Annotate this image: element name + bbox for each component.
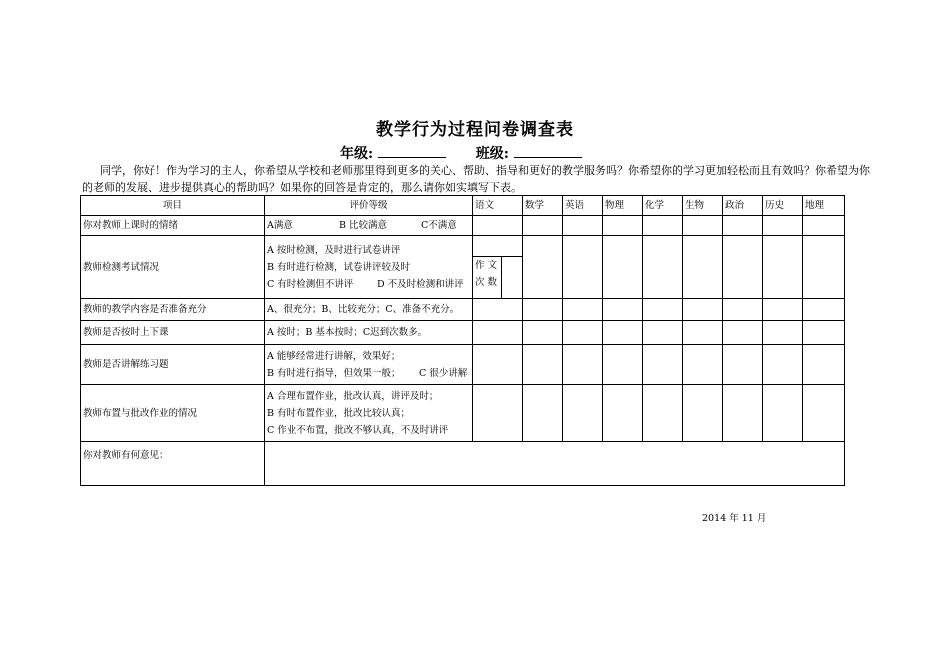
answer-cell[interactable] — [643, 236, 683, 299]
answer-cell[interactable] — [523, 321, 563, 345]
survey-table — [80, 195, 845, 486]
answer-cell[interactable] — [643, 321, 683, 345]
answer-cell[interactable] — [473, 321, 523, 345]
answer-cell[interactable] — [563, 385, 603, 442]
answer-cell[interactable] — [563, 236, 603, 299]
page-title: 教学行为过程问卷调查表 — [376, 120, 574, 140]
answer-cell[interactable] — [563, 299, 603, 321]
opinion-input[interactable] — [265, 442, 845, 486]
answer-cell[interactable] — [763, 216, 803, 236]
answer-cell[interactable] — [563, 345, 603, 385]
option: C 很少讲解 — [419, 367, 468, 379]
answer-cell[interactable] — [523, 236, 563, 299]
row-item: 教师布置与批改作业的情况 — [81, 385, 265, 442]
answer-cell[interactable] — [683, 236, 723, 299]
answer-cell[interactable] — [683, 385, 723, 442]
option: D 不及时检测和讲评 — [377, 278, 464, 290]
answer-cell[interactable] — [643, 345, 683, 385]
answer-cell[interactable] — [803, 299, 845, 321]
answer-cell[interactable] — [643, 216, 683, 236]
answer-cell[interactable] — [723, 299, 763, 321]
option: B 比较满意 — [339, 220, 388, 231]
header-item: 项目 — [81, 196, 265, 216]
answer-cell[interactable] — [473, 216, 523, 236]
class-blank — [514, 144, 582, 158]
answer-cell[interactable] — [803, 345, 845, 385]
header-row — [81, 196, 845, 216]
answer-cell[interactable] — [473, 385, 523, 442]
table-row — [81, 345, 845, 385]
answer-cell[interactable] — [603, 236, 643, 299]
answer-cell[interactable] — [523, 299, 563, 321]
option: A 能够经常进行讲解，效果好； — [267, 350, 401, 362]
table-row — [81, 321, 845, 345]
answer-cell[interactable] — [683, 321, 723, 345]
composition-cell — [473, 236, 523, 299]
composition-label: 作 文 — [475, 260, 498, 271]
header-subject: 物理 — [603, 196, 643, 216]
option: A满意 — [267, 220, 293, 231]
answer-cell[interactable] — [603, 385, 643, 442]
option: C不满意 — [421, 220, 457, 231]
option-line — [267, 365, 470, 382]
answer-cell[interactable] — [803, 236, 845, 299]
row-item: 你对教师上课时的情绪 — [81, 216, 265, 236]
row-options: A、很充分；B、比较充分；C、准备不充分。 — [265, 299, 473, 321]
table-row — [81, 236, 845, 299]
answer-cell[interactable] — [563, 321, 603, 345]
answer-cell[interactable] — [473, 345, 523, 385]
header-subject: 语文 — [473, 196, 523, 216]
grade-class-line — [340, 143, 582, 163]
row-options — [265, 236, 473, 299]
answer-cell[interactable] — [763, 299, 803, 321]
intro-text: 同学，你好！作为学习的主人，你希望从学校和老师那里得到更多的关心、帮助、指导和更好的教学服务吗？你希望你的学习更加轻松而且有效吗？你希望为你的老师的发展、进步提供真心的帮助吗？如果你的回答是肯定的，那么请你如实填写下表。 — [82, 164, 870, 194]
answer-cell[interactable] — [803, 321, 845, 345]
header-subject: 数学 — [523, 196, 563, 216]
header-rating: 评价等级 — [265, 196, 473, 216]
answer-cell[interactable] — [763, 236, 803, 299]
answer-cell[interactable] — [523, 385, 563, 442]
row-item: 教师检测考试情况 — [81, 236, 265, 299]
answer-cell[interactable] — [523, 345, 563, 385]
row-options: A 按时；B 基本按时；C迟到次数多。 — [265, 321, 473, 345]
class-label: 班级: — [475, 146, 509, 162]
answer-cell[interactable] — [723, 321, 763, 345]
row-options — [265, 216, 473, 236]
option: A 按时检测，及时进行试卷讲评 — [267, 244, 401, 256]
answer-cell[interactable] — [763, 385, 803, 442]
opinion-label: 你对教师有何意见： — [81, 442, 265, 486]
option: B 有时布置作业，批改比较认真； — [267, 407, 411, 419]
answer-cell[interactable] — [473, 299, 523, 321]
row-options — [265, 385, 473, 442]
answer-cell[interactable] — [603, 299, 643, 321]
answer-cell[interactable] — [563, 216, 603, 236]
answer-cell[interactable] — [643, 385, 683, 442]
option: C 作业不布置，批改不够认真，不及时讲评 — [267, 424, 449, 436]
grade-label: 年级: — [340, 146, 374, 162]
header-subject: 英语 — [563, 196, 603, 216]
answer-cell[interactable] — [683, 299, 723, 321]
option-line — [267, 276, 470, 293]
answer-cell[interactable] — [803, 216, 845, 236]
answer-cell[interactable] — [643, 299, 683, 321]
answer-cell[interactable] — [723, 345, 763, 385]
survey-date: 2014 年 11 月 — [702, 513, 767, 524]
row-item: 教师的教学内容是否准备充分 — [81, 299, 265, 321]
table-row — [81, 299, 845, 321]
header-subject: 历史 — [763, 196, 803, 216]
table-row — [81, 385, 845, 442]
header-subject: 化学 — [643, 196, 683, 216]
row-item: 教师是否按时上下课 — [81, 321, 265, 345]
header-subject: 政治 — [723, 196, 763, 216]
intro-paragraph — [82, 162, 872, 196]
option: B 有时进行指导，但效果一般； — [267, 367, 401, 379]
answer-cell[interactable] — [683, 216, 723, 236]
answer-cell[interactable] — [723, 216, 763, 236]
answer-cell[interactable] — [763, 345, 803, 385]
answer-cell[interactable] — [603, 321, 643, 345]
opinion-row — [81, 442, 845, 486]
answer-cell[interactable] — [683, 345, 723, 385]
count-label: 次 数 — [475, 277, 498, 288]
grade-blank — [378, 144, 446, 158]
answer-cell[interactable] — [603, 345, 643, 385]
answer-cell[interactable] — [523, 216, 563, 236]
answer-cell[interactable] — [723, 385, 763, 442]
option: B 有时进行检测，试卷讲评较及时 — [267, 261, 411, 273]
table-row — [81, 216, 845, 236]
answer-cell[interactable] — [723, 236, 763, 299]
option: C 有时检测但不讲评 — [267, 278, 354, 290]
answer-cell[interactable] — [803, 385, 845, 442]
answer-cell[interactable] — [603, 216, 643, 236]
answer-cell[interactable] — [763, 321, 803, 345]
option: A 合理布置作业，批改认真，讲评及时； — [267, 390, 439, 402]
header-subject: 生物 — [683, 196, 723, 216]
header-subject: 地理 — [803, 196, 845, 216]
row-options — [265, 345, 473, 385]
row-item: 教师是否讲解练习题 — [81, 345, 265, 385]
